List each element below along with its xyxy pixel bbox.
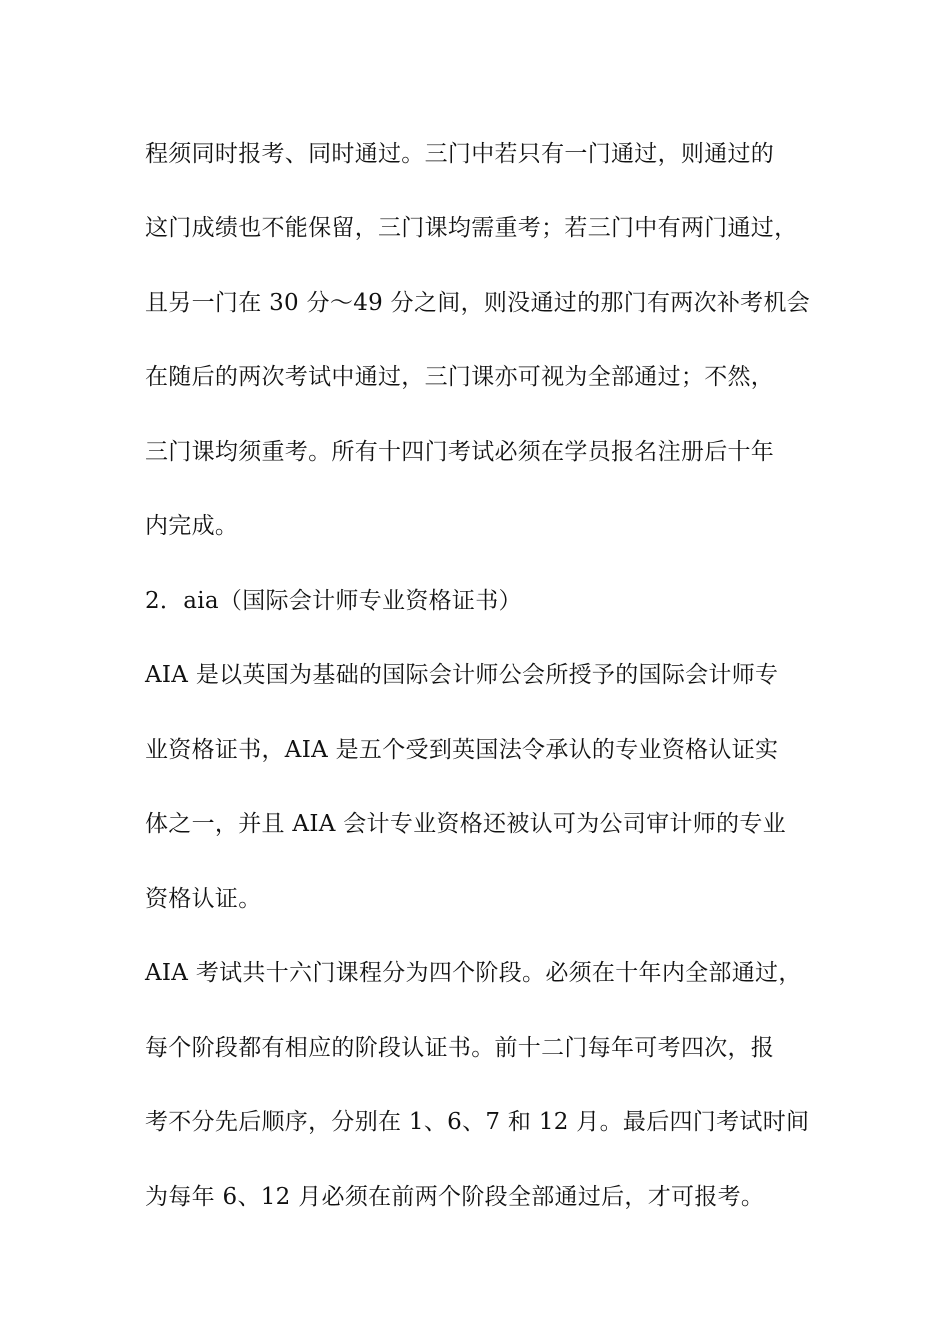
- paragraph-3-line-4: 资格认证。: [145, 886, 262, 912]
- paragraph-1-line-5: 三门课均须重考。所有十四门考试必须在学员报名注册后十年: [145, 439, 775, 465]
- paragraph-4-line-1: AIA 考试共十六门课程分为四个阶段。必须在十年内全部通过，: [145, 960, 802, 986]
- paragraph-3-line-2: 业资格证书，AIA 是五个受到英国法令承认的专业资格认证实: [145, 737, 779, 763]
- paragraph-4-line-3: 考不分先后顺序，分别在 1、6、7 和 12 月。最后四门考试时间: [145, 1109, 810, 1135]
- paragraph-1-line-3: 且另一门在 30 分～49 分之间，则没通过的那门有两次补考机会: [145, 290, 811, 316]
- paragraph-3-line-1: AIA 是以英国为基础的国际会计师公会所授予的国际会计师专: [145, 662, 779, 688]
- paragraph-1-line-4: 在随后的两次考试中通过，三门课亦可视为全部通过；不然，: [145, 364, 775, 390]
- paragraph-4-line-4: 为每年 6、12 月必须在前两个阶段全部通过后，才可报考。: [145, 1184, 765, 1210]
- section-heading: 2．aia（国际会计师专业资格证书）: [145, 588, 522, 614]
- paragraph-1-line-6: 内完成。: [145, 513, 239, 539]
- paragraph-1-line-2: 这门成绩也不能保留，三门课均需重考；若三门中有两门通过，: [145, 215, 798, 241]
- paragraph-3-line-3: 体之一，并且 AIA 会计专业资格还被认可为公司审计师的专业: [145, 811, 786, 837]
- paragraph-1-line-1: 程须同时报考、同时通过。三门中若只有一门通过，则通过的: [145, 141, 775, 167]
- paragraph-4-line-2: 每个阶段都有相应的阶段认证书。前十二门每年可考四次，报: [145, 1035, 775, 1061]
